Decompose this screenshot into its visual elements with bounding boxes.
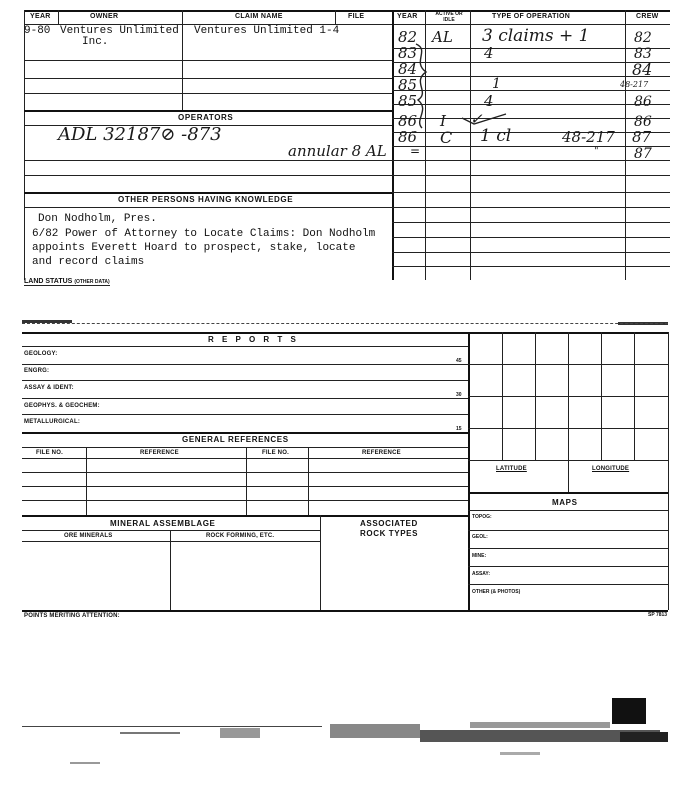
activity-operation-6: 1 cl bbox=[480, 126, 512, 146]
associated-rock-types-2: ROCK TYPES bbox=[360, 529, 419, 538]
report-metallurgical: METALLURGICAL: bbox=[24, 419, 81, 425]
claim-name: Ventures Unlimited 1-4 bbox=[194, 25, 340, 37]
activity-year-5: 86 bbox=[398, 112, 418, 130]
ref-header-file-no-2: FILE NO. bbox=[262, 450, 289, 456]
header-crew: CREW bbox=[636, 13, 659, 20]
activity-crew-2: 84 bbox=[632, 60, 653, 79]
map-other: OTHER (& PHOTOS) bbox=[472, 589, 521, 595]
form-number: SP 7813 bbox=[648, 612, 668, 618]
activity-year-3: 85 bbox=[398, 76, 418, 94]
header-owner: OWNER bbox=[90, 13, 119, 20]
activity-crew-0: 82 bbox=[634, 30, 652, 46]
general-references-title: GENERAL REFERENCES bbox=[182, 435, 289, 444]
activity-status-5: I bbox=[440, 112, 446, 130]
ref-header-reference-1: REFERENCE bbox=[140, 450, 179, 456]
report-geophys: GEOPHYS. & GEOCHEM: bbox=[24, 403, 100, 409]
activity-crew-5: 86 bbox=[634, 114, 652, 130]
land-status bbox=[24, 278, 110, 286]
other-persons-line-3: appoints Everett Hoard to prospect, stake, locate bbox=[32, 242, 356, 254]
activity-extra-3: 48-217 bbox=[620, 80, 649, 89]
header-type-of-operation: TYPE OF OPERATION bbox=[492, 13, 571, 20]
check-stroke-icon bbox=[460, 112, 510, 126]
activity-year-2: 84 bbox=[398, 60, 418, 78]
operators-line1: ADL 32187⊘ -873 bbox=[58, 124, 222, 145]
activity-status-6: C bbox=[440, 128, 453, 147]
activity-crew-1: 83 bbox=[634, 46, 652, 62]
activity-year-1: 83 bbox=[398, 44, 418, 62]
activity-operation-4: 4 bbox=[484, 92, 494, 110]
owner-name-line2: Inc. bbox=[82, 36, 109, 48]
latitude-label: LATITUDE bbox=[496, 466, 527, 472]
header-file: FILE bbox=[348, 13, 365, 20]
owner-year: 9-80 bbox=[24, 25, 51, 37]
other-persons-line-1: Don Nodholm, Pres. bbox=[38, 213, 157, 225]
points-meriting-attention: POINTS MERITING ATTENTION: bbox=[24, 613, 120, 619]
bracket-mark-icon bbox=[408, 40, 438, 130]
land-status-sub: (OTHER DATA) bbox=[74, 279, 110, 285]
activity-year-6: 86 bbox=[398, 128, 418, 146]
report-assay: ASSAY & IDENT: bbox=[24, 385, 74, 391]
header-active-or-idle: ACTIVE OR IDLE bbox=[435, 11, 463, 23]
other-persons-title: OTHER PERSONS HAVING KNOWLEDGE bbox=[118, 195, 294, 204]
header-year: YEAR bbox=[30, 13, 51, 20]
longitude-label: LONGITUDE bbox=[592, 466, 630, 472]
activity-operation-5: ✓ bbox=[470, 110, 483, 128]
header-claim-name: CLAIM NAME bbox=[235, 13, 283, 20]
activity-crew-6: 87 bbox=[632, 128, 652, 146]
activity-extra-7: " bbox=[594, 146, 599, 157]
map-mine: MINE: bbox=[472, 553, 487, 559]
report-metallurgical-num: 15 bbox=[456, 426, 462, 432]
rock-forming-header: ROCK FORMING, ETC. bbox=[206, 533, 275, 539]
map-assay: ASSAY: bbox=[472, 571, 491, 577]
report-geology: GEOLOGY: bbox=[24, 351, 58, 357]
ore-minerals-header: ORE MINERALS bbox=[64, 533, 113, 539]
report-geology-num: 45 bbox=[456, 358, 462, 364]
map-geol: GEOL: bbox=[472, 534, 488, 540]
ref-header-file-no-1: FILE NO. bbox=[36, 450, 63, 456]
associated-rock-types-1: ASSOCIATED bbox=[360, 519, 418, 528]
land-status-label: LAND STATUS bbox=[24, 278, 73, 285]
operators-line2: annular 8 AL bbox=[288, 142, 387, 160]
report-engrg: ENGRG: bbox=[24, 368, 50, 374]
activity-crew-4: 86 bbox=[634, 94, 652, 110]
activity-extra-6: 48-217 bbox=[562, 128, 615, 146]
ref-header-reference-2: REFERENCE bbox=[362, 450, 401, 456]
other-persons-line-2: 6/82 Power of Attorney to Locate Claims: Don Nodholm bbox=[32, 228, 376, 240]
owner-name: Ventures Unlimited bbox=[60, 25, 179, 37]
map-topog: TOPOG: bbox=[472, 514, 492, 520]
operators-title: OPERATORS bbox=[178, 113, 234, 122]
activity-operation-1: 4 bbox=[484, 44, 494, 62]
activity-operation-3: 1 bbox=[492, 76, 501, 92]
activity-year-0: 82 bbox=[398, 28, 418, 46]
reports-title: R E P O R T S bbox=[208, 335, 299, 344]
activity-status-0: AL bbox=[432, 28, 453, 46]
activity-year-7: = bbox=[410, 144, 421, 158]
other-persons-line-4: and record claims bbox=[32, 256, 145, 268]
activity-operation-0: 3 claims + 1 bbox=[482, 26, 590, 46]
maps-title: MAPS bbox=[552, 498, 578, 507]
header-year-2: YEAR bbox=[397, 13, 418, 20]
mineral-assemblage-title: MINERAL ASSEMBLAGE bbox=[110, 519, 216, 528]
activity-crew-7: 87 bbox=[634, 146, 652, 162]
activity-year-4: 85 bbox=[398, 92, 418, 110]
report-assay-num: 30 bbox=[456, 392, 462, 398]
